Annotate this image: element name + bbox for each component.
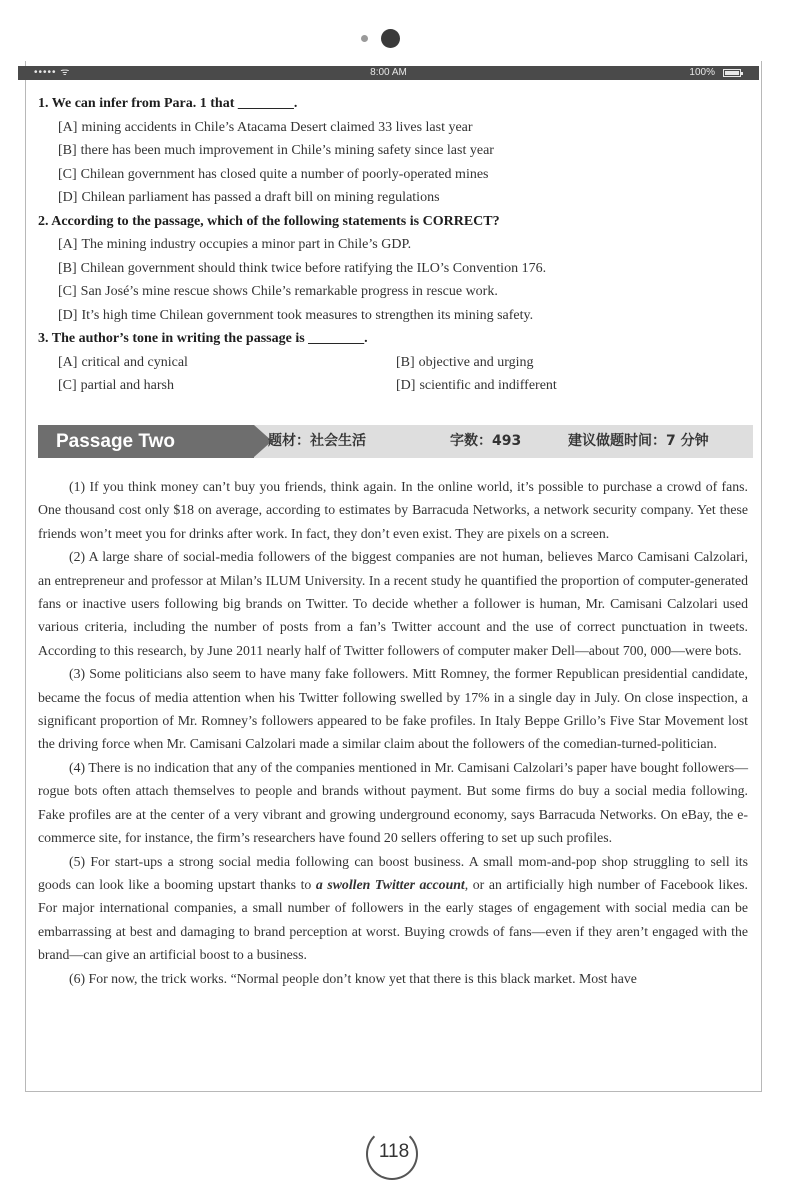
question-1-option-d[interactable]: [D] Chilean parliament has passed a draft bill on mining regulations	[58, 190, 440, 205]
question-2-stem: 2. According to the passage, which of the following statements is CORRECT?	[38, 213, 500, 229]
question-2-option-c[interactable]: [C] San José’s mine rescue shows Chile’s remarkable progress in rescue work.	[58, 284, 498, 299]
passage-title: Passage Two	[38, 425, 254, 458]
question-3-option-c[interactable]: [C] partial and harsh	[58, 378, 174, 393]
paragraph-2: (2) A large share of social-media followers of the biggest companies are not human, believes Marco Camisani Calzolari, an entrepreneur and professor at Milan’s ILUM University. In a recent study he quantified the proportion of computer-generated fans or inactive users following big brands on Twitter. To decide whether a follower is human, Mr. Camisani Calzolari used various criteria, including the number of posts from a fan’s Twitter account and the use of correct punctuation in tweets. According to this research, by June 2011 nearly half of Twitter followers of computer maker Dell—about 700, 000—were bots.	[38, 549, 748, 658]
passage-body	[38, 475, 748, 990]
question-3-options	[38, 351, 748, 398]
status-bar	[18, 66, 759, 80]
question-3-option-b[interactable]: [B] objective and urging	[396, 354, 534, 370]
sensor-dot-icon	[361, 35, 368, 42]
passage-topic: 题材：社会生活	[268, 433, 366, 449]
device-camera	[0, 29, 800, 49]
question-list	[38, 92, 748, 398]
paragraph-3: (3) Some politicians also seem to have many fake followers. Mitt Romney, the former Republican presidential candidate, became the focus of media attention when his Twitter following swelled by 17% in a single day in July. On close inspection, a significant proportion of Mr. Romney’s followers appeared to be fake profiles. In Italy Beppe Grillo’s Five Star Movement lost the driving force when Mr. Camisani Calzolari made a similar claim about the followers of the comedian-turned-politician.	[38, 666, 748, 752]
question-1-stem: 1. We can infer from Para. 1 that ________.	[38, 96, 298, 111]
paragraph-5: (5) For start-ups a strong social media following can boost business. A small mom-and-pop shop struggling to sell its goods can look like a booming upstart thanks to a swollen Twitter account, or an artificially high number of Facebook likes. For major international companies, a small number of followers in the early stages of engagement with social media can be embarrassing at best and damaging to brand perception at worst. Buying crowds of fans—even if they aren’t engaged with the brand—can give an artificial boost to a business.	[38, 853, 748, 963]
question-1-option-a[interactable]: [A] mining accidents in Chile’s Atacama Desert claimed 33 lives last year	[58, 119, 473, 135]
question-2-option-a[interactable]: [A] The mining industry occupies a minor part in Chile’s GDP.	[58, 237, 412, 252]
emphasized-phrase: a swollen Twitter account	[315, 876, 465, 892]
question-3-option-d[interactable]: [D] scientific and indifferent	[396, 378, 557, 393]
question-1-option-b[interactable]: [B] there has been much improvement in Chile’s mining safety since last year	[58, 143, 494, 158]
status-time: 8:00 AM	[370, 67, 407, 78]
question-2-option-d[interactable]: [D] It’s high time Chilean government took measures to strengthen its mining safety.	[58, 307, 534, 323]
question-2-option-b[interactable]: [B] Chilean government should think twice before ratifying the ILO’s Convention 176.	[58, 260, 547, 276]
passage-word-count: 字数：493	[450, 433, 522, 449]
question-3-option-a[interactable]: [A] critical and cynical	[58, 354, 188, 370]
page-number: 118	[378, 1141, 410, 1162]
question-1-option-c[interactable]: [C] Chilean government has closed quite a number of poorly-operated mines	[58, 166, 489, 182]
paragraph-6: (6) For now, the trick works. “Normal people don’t know yet that there is this black market. Most have	[69, 970, 637, 986]
question-3-stem: 3. The author’s tone in writing the passage is ________.	[38, 331, 368, 346]
camera-lens-icon	[381, 29, 400, 48]
signal-icon: ••••• ᯤ	[34, 67, 71, 78]
passage-suggested-time: 建议做题时间：7 分钟	[568, 433, 709, 449]
paragraph-4: (4) There is no indication that any of the companies mentioned in Mr. Camisani Calzolari’s paper have bought followers—rogue bots often attach themselves to people and brands without payment. But some firms do buy a social media following. Fake profiles are at the center of a very vibrant and growing underground economy, says Barracuda Networks. On eBay, the e-commerce site, for instance, the firm’s researchers have found 20 sellers offering to set up such profiles.	[38, 759, 748, 846]
passage-banner	[38, 425, 753, 458]
battery-percent: 100%	[689, 67, 715, 78]
paragraph-1: (1) If you think money can’t buy you friends, think again. In the online world, it’s possible to purchase a crowd of fans. One thousand cost only $18 on average, according to estimates by Barracuda Networks, a network security company. Yet these friends won’t meet you for drinks after work. In fact, they don’t even exist. They are pixels on a screen.	[38, 479, 748, 541]
battery-icon	[723, 69, 741, 77]
